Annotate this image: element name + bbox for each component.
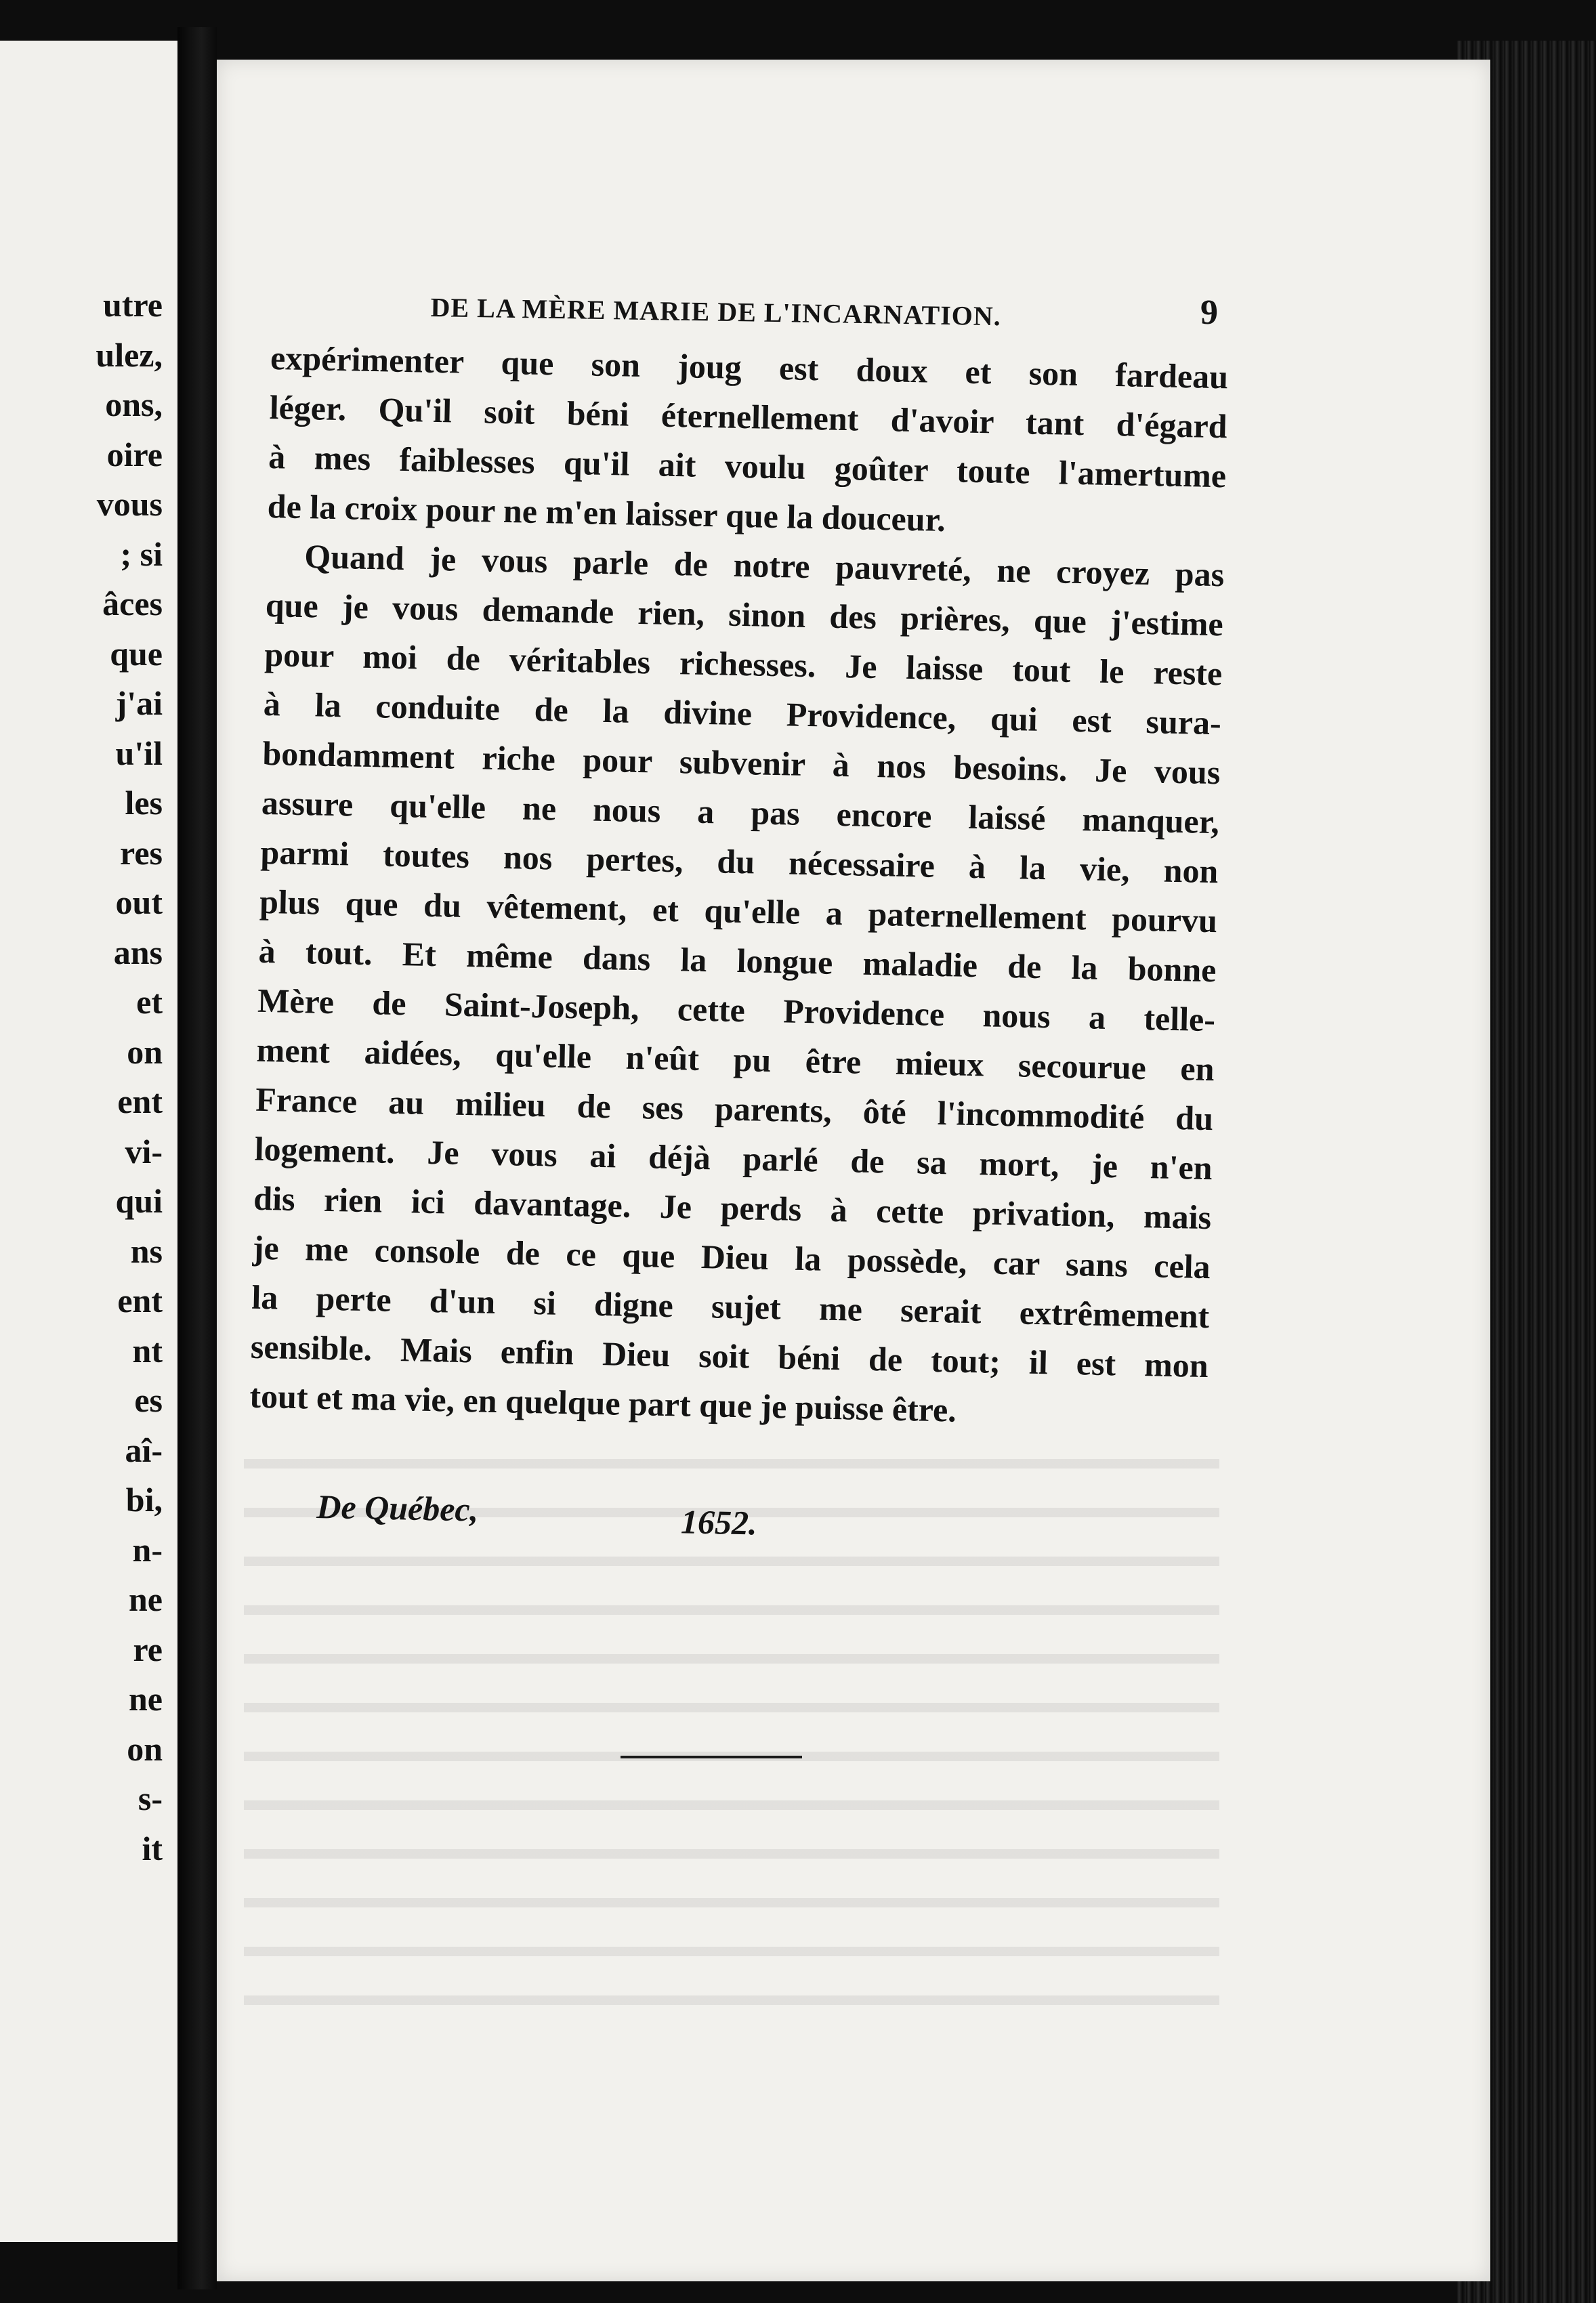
text-line: logement. Je vous ai déjà parlé de sa mort, je n'en xyxy=(254,1129,1213,1187)
text-line: de la croix pour ne m'en laisser que la douceur. xyxy=(267,486,946,539)
text-line: que je vous demande rien, sinon des prières, que j'estime xyxy=(265,585,1224,643)
facing-page-fragment: res xyxy=(120,833,163,872)
text-line: tout et ma vie, en quelque part que je puisse être. xyxy=(249,1376,957,1429)
facing-page-fragment: oire xyxy=(106,435,163,473)
facing-page-fragment: es xyxy=(134,1381,163,1419)
facing-page-fragment: out xyxy=(115,883,163,921)
facing-page-fragment: j'ai xyxy=(115,684,163,722)
facing-page-fragment: ulez, xyxy=(96,335,163,374)
text-line: Quand je vous parle de notre pauvreté, ne croyez pas xyxy=(303,537,1225,594)
facing-page-fragment: nt xyxy=(132,1331,163,1370)
facing-page-fragment: u'il xyxy=(115,734,163,772)
facing-page-fragment: ons, xyxy=(105,385,163,423)
text-line: à tout. Et même dans la longue maladie de la bonne xyxy=(258,931,1217,990)
facing-page-fragment: utre xyxy=(103,286,163,324)
facing-page-fragment: ns xyxy=(130,1231,163,1270)
facing-page-left xyxy=(0,41,177,2242)
facing-page-fragment: ; si xyxy=(120,534,163,573)
signoff-place: De Québec, xyxy=(316,1487,479,1529)
text-line: bondamment riche pour subvenir à nos besoins. Je vous xyxy=(261,734,1221,792)
text-line: France au milieu de ses parents, ôté l'incommodité du xyxy=(255,1080,1214,1138)
facing-page-fragment: re xyxy=(133,1630,163,1668)
text-line: à la conduite de la divine Providence, qui est sura- xyxy=(263,684,1222,742)
facing-page-fragment: n- xyxy=(132,1530,163,1569)
facing-page-fragment: ne xyxy=(129,1580,163,1618)
facing-page-fragment: on xyxy=(127,1032,163,1071)
facing-page-fragment: et xyxy=(136,983,163,1021)
text-line: dis rien ici davantage. Je perds à cette privation, mais xyxy=(253,1179,1212,1237)
text-line: à mes faiblesses qu'il ait voulu goûter toute l'amertume xyxy=(268,437,1227,495)
facing-page-fragment: ent xyxy=(117,1082,163,1120)
facing-page-fragment: qui xyxy=(115,1182,163,1220)
facing-page-fragment: que xyxy=(110,634,163,673)
text-line: pour moi de véritables richesses. Je laisse tout le reste xyxy=(264,635,1223,693)
running-title: DE LA MÈRE MARIE DE L'INCARNATION. xyxy=(430,291,1002,332)
text-line: plus que du vêtement, et qu'elle a paternellement pourvu xyxy=(259,882,1218,940)
book-gutter xyxy=(177,27,217,2289)
text-line: Mère de Saint-Joseph, cette Providence nous a telle- xyxy=(257,981,1216,1039)
page-number: 9 xyxy=(1200,293,1218,332)
facing-page-fragment: ne xyxy=(129,1680,163,1718)
facing-page-fragment: ans xyxy=(113,933,163,971)
text-line: expérimenter que son joug est doux et son fardeau xyxy=(270,338,1229,396)
facing-page-fragment: les xyxy=(125,784,163,822)
facing-page-fragment: s- xyxy=(138,1779,163,1817)
facing-page-fragment: vous xyxy=(96,485,163,523)
text-line: léger. Qu'il soit béni éternellement d'avoir tant d'égard xyxy=(269,387,1228,446)
text-line: parmi toutes nos pertes, du nécessaire à la vie, non xyxy=(260,832,1219,891)
facing-page-fragment: bi, xyxy=(125,1481,163,1519)
text-line: je me console de ce que Dieu la possède, car sans cela xyxy=(252,1228,1211,1286)
text-line: sensible. Mais enfin Dieu soit béni de tout; il est mon xyxy=(250,1327,1209,1385)
facing-page-fragment: it xyxy=(142,1829,163,1867)
section-rule xyxy=(621,1756,802,1758)
text-line: ment aidées, qu'elle n'eût pu être mieux secourue en xyxy=(256,1030,1215,1089)
text-line: assure qu'elle ne nous a pas encore laissé manquer, xyxy=(261,783,1220,841)
facing-page-fragment: vi- xyxy=(125,1132,163,1170)
facing-page-fragment: âces xyxy=(102,585,163,622)
facing-page-fragment: aî- xyxy=(125,1431,163,1469)
facing-page-fragment: ent xyxy=(117,1282,163,1319)
text-line: la perte d'un si digne sujet me serait extrêmement xyxy=(251,1277,1210,1336)
body-text xyxy=(249,333,1229,1440)
facing-page-fragment: on xyxy=(127,1729,163,1768)
signoff-year: 1652. xyxy=(680,1502,758,1542)
